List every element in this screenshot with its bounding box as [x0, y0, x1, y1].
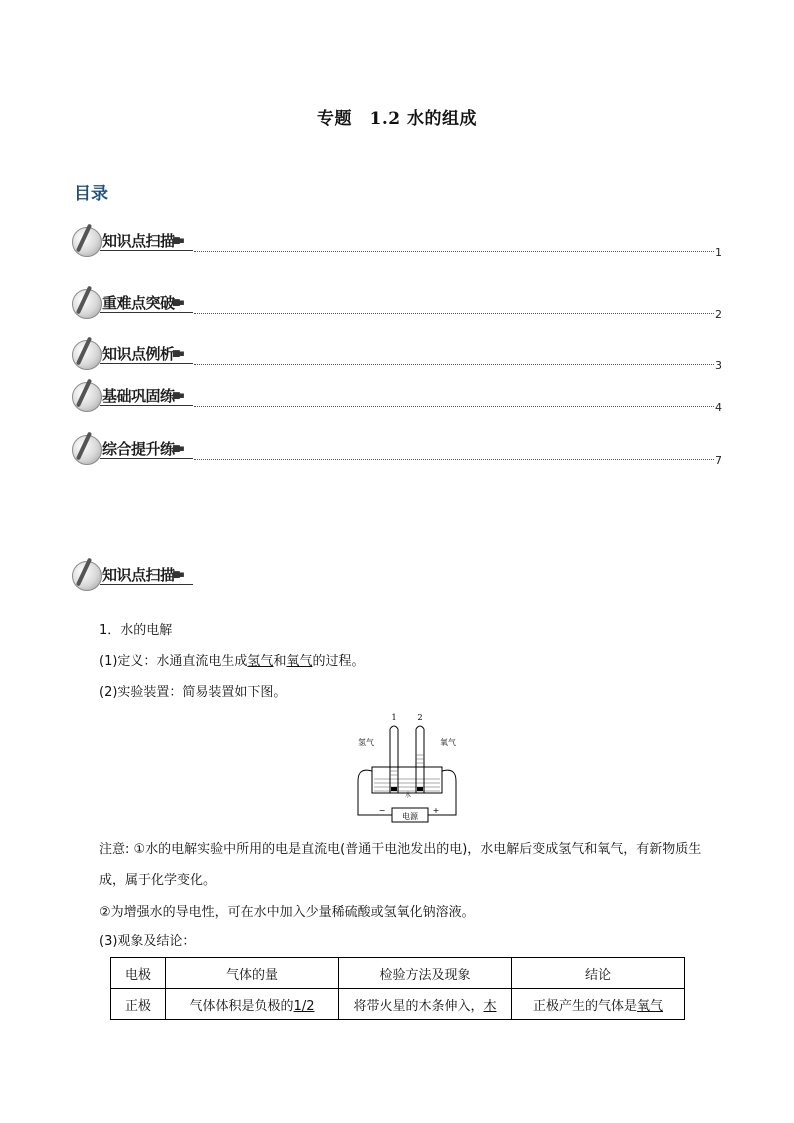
- page-title: 专题 1.2 水的组成: [317, 109, 477, 129]
- squares-icon: ■▪: [172, 444, 183, 454]
- tube-1-number: 1: [391, 713, 397, 722]
- tube-water: [390, 755, 424, 775]
- squares-icon: ■▪: [172, 236, 183, 246]
- apparatus-line: (2)实验装置：简易装置如下图。: [99, 685, 287, 700]
- toc-item[interactable]: [72, 225, 722, 261]
- toc-item-label: 基础巩固练: [102, 387, 175, 405]
- toc-leader-dots: [194, 251, 714, 252]
- toc-leader-dots: [194, 364, 714, 365]
- toc-badge: [72, 338, 197, 372]
- table-header-cell: 结论: [512, 958, 685, 989]
- toc-badge: [72, 287, 197, 321]
- oxygen-label: 氧气: [440, 738, 456, 747]
- badge-underline: [100, 312, 193, 313]
- toc-badge: [72, 380, 197, 414]
- table-row: [111, 989, 685, 1020]
- definition-prefix: (1)定义：水通直流电生成: [99, 654, 248, 669]
- badge-underline: [100, 405, 193, 406]
- conclusion-prefix: 正极产生的气体是: [532, 998, 637, 1014]
- water-label: 水: [404, 792, 412, 799]
- badge-underline: [100, 363, 193, 364]
- table-cell-test: [339, 989, 512, 1020]
- toc-leader-dots: [194, 459, 714, 460]
- observation-heading: (3)观象及结论：: [99, 934, 196, 949]
- conclusion-value: 氧气: [637, 998, 664, 1014]
- toc-item[interactable]: [72, 338, 722, 374]
- badge-underline: [100, 584, 193, 585]
- oxygen-blank: 氧气: [286, 654, 313, 669]
- plus-sign: +: [432, 806, 440, 815]
- badge-underline: [100, 458, 193, 459]
- power-label: 电源: [402, 812, 418, 821]
- toc-item[interactable]: [72, 433, 722, 469]
- beaker: [372, 767, 442, 793]
- toc-page-number: 3: [715, 359, 722, 372]
- toc-leader-dots: [194, 406, 714, 407]
- table-header-cell: 检验方法及现象: [339, 958, 512, 989]
- definition-suffix: 的过程。: [312, 654, 365, 669]
- minus-sign: −: [378, 806, 386, 815]
- table-cell-electrode: 正极: [111, 989, 166, 1020]
- water-hatch: [374, 779, 440, 791]
- definition-mid: 和: [273, 654, 287, 669]
- toc-badge: [72, 433, 197, 467]
- toc-leader-dots: [194, 313, 714, 314]
- squares-icon: ■▪: [172, 570, 183, 580]
- toc-item-label: 综合提升练: [102, 440, 175, 458]
- table-cell-conclusion: [512, 989, 685, 1020]
- note-paragraph-2: ②为增强水的导电性，可在水中加入少量稀硫酸或氢氧化钠溶液。: [99, 905, 475, 920]
- toc-item-label: 重难点突破: [102, 294, 175, 312]
- definition-line: [99, 652, 364, 672]
- amount-prefix: 气体体积是负极的: [189, 998, 294, 1014]
- toc-heading: 目录: [74, 184, 108, 204]
- tube-2-number: 2: [417, 713, 423, 722]
- table-header-cell: 电极: [111, 958, 166, 989]
- toc-badge: [72, 225, 197, 259]
- electrode-right: [417, 787, 423, 791]
- amount-value: 1/2: [293, 998, 315, 1014]
- toc-page-number: 1: [715, 246, 722, 259]
- test-prefix: 将带火星的木条伸入，: [353, 998, 484, 1014]
- table-cell-amount: [166, 989, 339, 1020]
- electrode-left: [391, 787, 397, 791]
- table-header-cell: 气体的量: [166, 958, 339, 989]
- section-badge-label: 知识点扫描: [102, 566, 175, 584]
- hydrogen-blank: 氢气: [247, 654, 274, 669]
- toc-page-number: 7: [715, 454, 722, 467]
- observation-table: [110, 957, 685, 1020]
- note-paragraph-1: 注意: ①水的电解实验中所用的电是直流电(普通干电池发出的电)，水电解后变成氢气和氧气，有新物质生成，属于化学变化。: [99, 842, 702, 888]
- toc-item-label: 知识点例析: [102, 345, 175, 363]
- toc-page-number: 2: [715, 308, 722, 321]
- electrolysis-apparatus-diagram: [352, 711, 464, 826]
- squares-icon: ■▪: [172, 298, 183, 308]
- hydrogen-label: 氢气: [358, 738, 374, 747]
- section-badge: [72, 559, 197, 593]
- test-value: 木: [483, 998, 497, 1014]
- section-heading: 1．水的电解: [99, 623, 173, 638]
- squares-icon: ■▪: [172, 391, 183, 401]
- badge-underline: [100, 250, 193, 251]
- squares-icon: ■▪: [172, 349, 183, 359]
- toc-page-number: 4: [715, 401, 722, 414]
- toc-item[interactable]: [72, 287, 722, 323]
- toc-item-label: 知识点扫描: [102, 232, 175, 250]
- toc-item[interactable]: [72, 380, 722, 416]
- table-header-row: [111, 958, 685, 989]
